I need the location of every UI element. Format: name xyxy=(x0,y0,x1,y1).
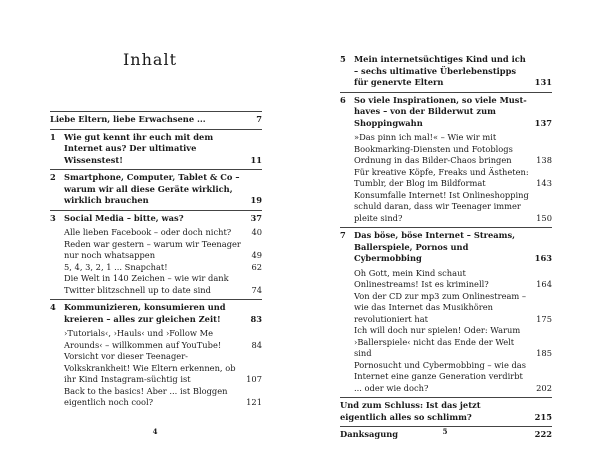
chapter-page: 137 xyxy=(534,117,552,128)
subentry-title: Alle lieben Facebook – oder doch nicht? xyxy=(64,227,232,237)
toc-subentry xyxy=(354,167,552,190)
subentry-page: 84 xyxy=(251,339,262,350)
toc-subentry xyxy=(354,360,552,395)
chapter-page: 11 xyxy=(250,154,262,165)
toc-title: Inhalt xyxy=(122,50,177,69)
toc-subentry xyxy=(64,351,262,386)
subentry-title: Vorsicht vor dieser Teenager-Volkskrankheit! Wie Eltern erkennen, ob ihr Kind Instagram-süchtig ist xyxy=(64,351,236,384)
page-number: 4 xyxy=(152,427,158,436)
subentry-title: Für kreative Köpfe, Freaks und Ästheten: Tumblr, der Blog im Bildformat xyxy=(354,166,529,188)
toc-left xyxy=(50,111,262,412)
entry-title: Liebe Eltern, liebe Erwachsene ... xyxy=(50,114,206,124)
entry-title: Und zum Schluss: Ist das jetzt eigentlich alles so schlimm? xyxy=(340,400,481,422)
toc-subentry xyxy=(354,132,552,167)
chapter-title: Smartphone, Computer, Tablet & Co – warum wir all diese Geräte wirklich, wirklich brauchen xyxy=(64,172,240,205)
entry-page: 7 xyxy=(256,114,262,124)
subentry-page: 202 xyxy=(536,382,552,393)
chapter-page: 19 xyxy=(250,195,262,205)
toc-entry-outro xyxy=(340,398,552,423)
chapter-title: Wie gut kennt ihr euch mit dem Internet aus? Der ultimative Wissenstest! xyxy=(64,131,214,165)
toc-subentry xyxy=(64,227,262,239)
toc-entry-acknowledgements xyxy=(340,427,552,441)
entry-page: 215 xyxy=(534,411,552,422)
entry-page: 222 xyxy=(534,429,552,439)
subentry-page: 107 xyxy=(246,374,262,384)
toc-chapter-3 xyxy=(50,211,262,300)
chapter-number: 4 xyxy=(50,302,56,312)
chapter-number: 5 xyxy=(340,54,346,64)
chapter-page: 37 xyxy=(250,212,262,223)
subentry-page: 143 xyxy=(536,178,552,188)
subentry-title: Von der CD zur mp3 zum Onlinestream – wie das Internet das Musikhören revolutioniert hat xyxy=(354,290,527,324)
chapter-title: So viele Inspirationen, so viele Must-haves – von der Bilderwut zum Shoppingwahn xyxy=(354,94,527,128)
subentry-title: Ich will doch nur spielen! Oder: Warum ›Ballerspiele‹ nicht das Ende der Welt sind xyxy=(354,325,521,358)
toc-chapter-2 xyxy=(50,170,262,210)
subentry-page: 121 xyxy=(246,397,262,407)
subentry-page: 74 xyxy=(251,284,262,295)
toc-chapter-4 xyxy=(50,300,262,412)
subentry-title: Oh Gott, mein Kind schaut Onlinestreams! Ist es kriminell? xyxy=(354,267,489,289)
subentry-page: 175 xyxy=(536,313,552,324)
chapter-number: 2 xyxy=(50,172,56,182)
subentry-title: Die Welt in 140 Zeichen – wie wir dank Twitter blitzschnell up to date sind xyxy=(64,273,229,295)
subentry-title: 5, 4, 3, 2, 1 ... Snapchat! xyxy=(64,261,168,272)
toc-subentry xyxy=(64,239,262,262)
toc-subentry xyxy=(64,262,262,274)
chapter-number: 1 xyxy=(50,131,56,142)
chapter-title: Social Media – bitte, was? xyxy=(64,212,184,223)
toc-chapter-5 xyxy=(340,52,552,92)
subentry-page: 150 xyxy=(536,212,552,223)
chapter-title: Kommunizieren, konsumieren und kreieren – alles zur gleichen Zeit! xyxy=(64,302,226,324)
toc-right xyxy=(340,52,552,441)
chapter-number: 3 xyxy=(50,212,56,223)
toc-subentry xyxy=(354,268,552,291)
chapter-page: 163 xyxy=(534,253,552,263)
subentry-page: 62 xyxy=(251,261,262,272)
subentry-page: 49 xyxy=(251,250,262,260)
toc-chapter-1 xyxy=(50,130,262,170)
subentry-title: Pornosucht und Cybermobbing – wie das Internet eine ganze Generation verdirbt ... oder wie doch? xyxy=(354,359,527,393)
toc-subentry xyxy=(64,386,262,409)
subentry-title: Konsumfalle Internet! Ist Onlineshopping schuld daran, dass wir Teenager immer pleite sind? xyxy=(354,189,529,223)
entry-title: Danksagung xyxy=(340,429,399,439)
subentry-page: 40 xyxy=(251,227,262,237)
subentry-page: 164 xyxy=(536,279,552,289)
toc-subentry xyxy=(354,291,552,326)
toc-chapter-6 xyxy=(340,93,552,228)
subentry-title: ›Tutorials‹, ›Hauls‹ und ›Follow Me Arounds‹ – willkommen auf YouTube! xyxy=(64,328,222,350)
chapter-title: Mein internetsüchtiges Kind und ich – sechs ultimative Überlebenstipps für genervte Eltern xyxy=(354,54,526,87)
page-number: 5 xyxy=(442,427,448,436)
toc-entry-intro xyxy=(50,112,262,129)
toc-subentry xyxy=(354,190,552,225)
chapter-title: Das böse, böse Internet – Streams, Ballerspiele, Pornos und Cybermobbing xyxy=(354,230,516,263)
subentry-page: 185 xyxy=(536,348,552,358)
chapter-number: 6 xyxy=(340,94,346,105)
subentry-title: Reden war gestern – warum wir Teenager nur noch whatsappen xyxy=(64,238,241,260)
subentry-title: »Das pinn ich mal!« – Wie wir mit Bookmarking-Diensten und Fotoblogs Ordnung in das Bilder-Chaos bringen xyxy=(354,132,513,165)
chapter-number: 7 xyxy=(340,230,346,240)
chapter-page: 83 xyxy=(250,313,262,324)
toc-subentry xyxy=(64,328,262,351)
chapter-page: 131 xyxy=(534,77,552,87)
toc-subentry xyxy=(354,325,552,360)
subentry-page: 138 xyxy=(536,155,552,165)
toc-chapter-7 xyxy=(340,228,552,397)
toc-subentry xyxy=(64,273,262,296)
subentry-title: Back to the basics! Aber ... ist Bloggen eigentlich noch cool? xyxy=(64,385,228,407)
